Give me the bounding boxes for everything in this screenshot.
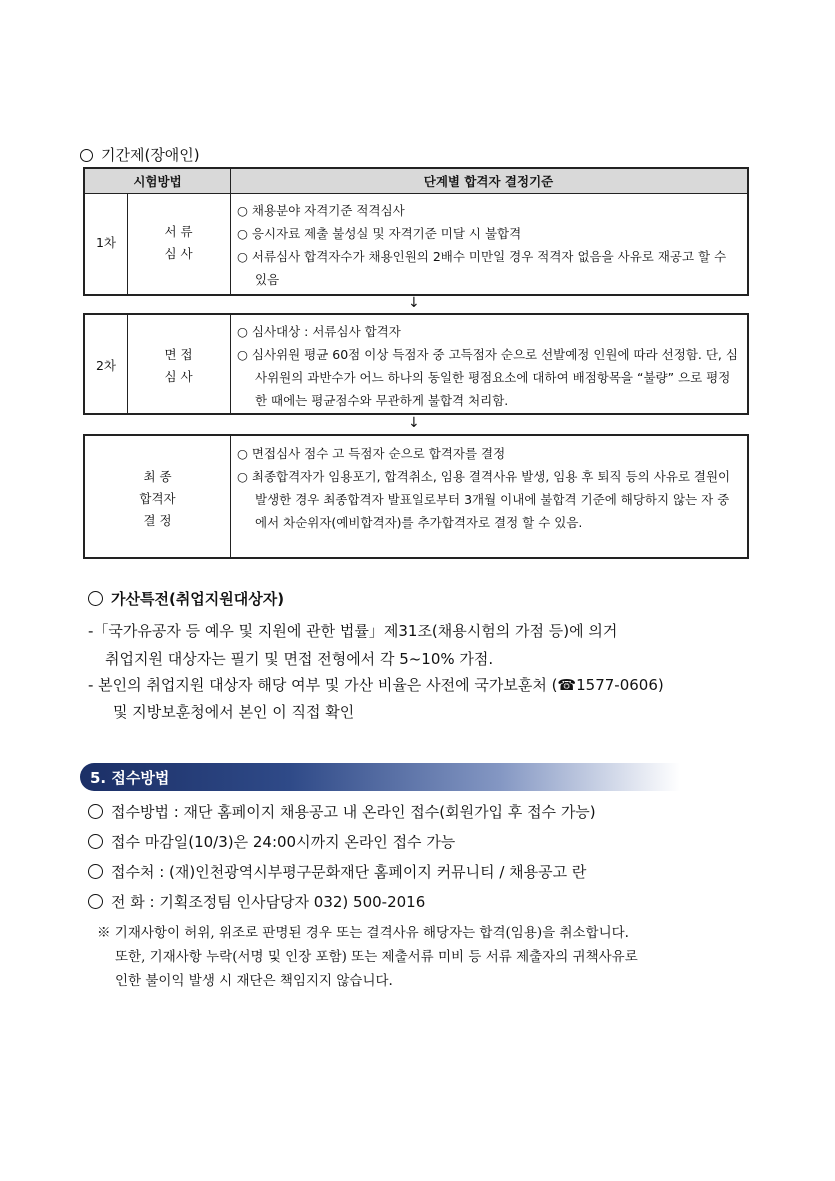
stage3-name-2: 합격자 — [139, 491, 176, 506]
down-arrow-icon: ↓ — [408, 415, 420, 431]
bonus-title — [88, 588, 284, 609]
table-header — [83, 167, 749, 194]
stage2-name-1: 면 접 — [164, 347, 193, 362]
list-item: ○ 응시자료 제출 불성실 및 자격기준 미달 시 불합격 — [237, 226, 522, 241]
item-text: 접수처 : (재)인천광역시부평구문화재단 홈페이지 커뮤니티 / 채용공고 란 — [111, 863, 587, 881]
list-item: ○ 최종합격자가 임용포기, 합격취소, 임용 결격사유 발생, 임용 후 퇴직 등의 사유로 결원이 발생한 경우 최종합격자 발표일로부터 3개월 이내에 불합격 기준에 해당하지 않는 자 중에서 차순위자(예비합격자)를 추가합격자로 결정 할 수 있음. — [237, 469, 731, 530]
list-item — [88, 800, 596, 824]
list-item: ○ 면접심사 점수 고 득점자 순으로 합격자를 결정 — [237, 446, 506, 461]
list-item — [88, 890, 425, 914]
stage2-box — [83, 313, 749, 415]
circle-bullet-icon — [88, 591, 103, 606]
circle-bullet-icon — [88, 894, 103, 909]
col2-header: 단계별 합격자 결정기준 — [423, 174, 554, 189]
circle-bullet-icon — [88, 804, 103, 819]
bonus-title-text: 가산특전(취업지원대상자) — [111, 590, 285, 608]
list-item — [88, 860, 586, 884]
circle-bullet-icon — [80, 149, 93, 162]
stage1-name-2: 심 사 — [164, 246, 193, 261]
stage2-name-2: 심 사 — [164, 369, 193, 384]
item-text: 접수 마감일(10/3)은 24:00시까지 온라인 접수 가능 — [111, 833, 456, 851]
circle-bullet-icon — [88, 864, 103, 879]
item-text: 접수방법 : 재단 홈페이지 채용공고 내 온라인 접수(회원가입 후 접수 가능) — [111, 803, 596, 821]
list-item: ○ 심사대상 : 서류심사 합격자 — [237, 324, 401, 339]
stage3-box — [83, 434, 749, 559]
item-text: 전 화 : 기획조정팀 인사담당자 032) 500-2016 — [111, 893, 426, 911]
bonus-line2a: - 본인의 취업지원 대상자 해당 여부 및 가산 비율은 사전에 국가보훈처 (☎1577-0606) — [88, 676, 664, 694]
bonus-line1b: 취업지원 대상자는 필기 및 면접 전형에서 각 5~10% 가점. — [105, 650, 494, 668]
section5-banner-text: 5. 접수방법 — [90, 769, 170, 787]
note-line3: 인한 불이익 발생 시 재단은 책임지지 않습니다. — [115, 973, 393, 989]
note-line2: 또한, 기재사항 누락(서명 및 인장 포함) 또는 제출서류 미비 등 서류 제출자의 귀책사유로 — [115, 949, 638, 965]
section-title-text: 기간제(장애인) — [101, 146, 200, 164]
stage3-name-1: 최 종 — [143, 469, 172, 484]
list-item: ○ 서류심사 합격자수가 채용인원의 2배수 미만일 경우 적격자 없음을 사유로 재공고 할 수 있음 — [237, 249, 727, 287]
circle-bullet-icon — [88, 834, 103, 849]
list-item: ○ 심사위원 평균 60점 이상 득점자 중 고득점자 순으로 선발예정 인원에 따라 선정함. 단, 심사위원의 과반수가 어느 하나의 동일한 평점요소에 대하여 배점항목을 “불량” 으로 평정한 때에는 평균점수와 무관하게 불합격 처리함. — [237, 347, 738, 408]
stage1-name-1: 서 류 — [164, 224, 193, 239]
down-arrow-icon: ↓ — [408, 295, 420, 311]
stage3-items — [237, 442, 739, 534]
list-item: ○ 채용분야 자격기준 적격심사 — [237, 203, 405, 218]
stage2-step: 2차 — [95, 358, 117, 373]
section-title — [80, 144, 200, 165]
bonus-line2b: 및 지방보훈청에서 본인 이 직접 확인 — [113, 703, 355, 721]
stage3-name-3: 결 정 — [143, 513, 172, 528]
stage1-box — [83, 193, 749, 296]
list-item — [88, 830, 455, 854]
stage1-items — [237, 199, 739, 291]
bonus-line1a: -「국가유공자 등 예우 및 지원에 관한 법률」제31조(채용시험의 가점 등)에 의거 — [88, 622, 618, 640]
section5-banner — [80, 763, 680, 791]
note-line1: ※ 기재사항이 허위, 위조로 판명된 경우 또는 결격사유 해당자는 합격(임용)을 취소합니다. — [97, 925, 629, 941]
col1-header: 시험방법 — [85, 169, 231, 193]
stage1-step: 1차 — [95, 235, 117, 250]
stage2-items — [237, 320, 739, 412]
